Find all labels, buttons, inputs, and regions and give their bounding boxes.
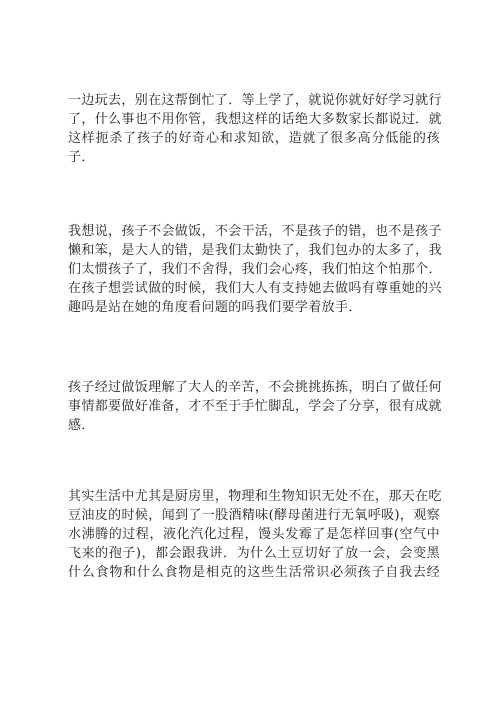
paragraph-4 (68, 487, 440, 582)
paragraph-line: 飞来的孢子)，都会跟我讲．为什么土豆切好了放一会，会变黑 (68, 546, 440, 561)
paragraph-line: 这样扼杀了孩子的好奇心和求知欲，造就了很多高分低能的孩 (68, 131, 440, 146)
paragraph-line: 豆油皮的时候，闻到了一股酒精味(酵母菌进行无氧呼吸)，观察 (68, 508, 440, 523)
paragraph-line: 趣吗是站在她的角度看问题的吗我们要学着放手． (68, 300, 362, 315)
paragraph-2 (68, 222, 440, 317)
paragraph-line: 事情都要做好准备，才不至于手忙脚乱，学会了分享，很有成就 (68, 399, 442, 414)
paragraph-line: 感． (68, 418, 95, 433)
paragraph-line: 什么食物和什么食物是相克的这些生活常识必须孩子自我去经 (68, 565, 440, 580)
paragraph-line: 一边玩去，别在这帮倒忙了．等上学了，就说你就好好学习就行 (68, 93, 442, 108)
paragraph-line: 水沸腾的过程，液化汽化过程，馒头发霉了是怎样回事(空气中 (68, 527, 440, 542)
paragraph-line: 在孩子想尝试做的时候，我们大人有支持她去做吗有尊重她的兴 (68, 281, 442, 296)
paragraph-line: 子． (68, 150, 95, 165)
paragraph-line: 了，什么事也不用你管，我想这样的话绝大多数家长都说过．就 (68, 112, 442, 127)
paragraph-line: 懒和笨，是大人的错，是我们太勤快了，我们包办的太多了，我 (68, 243, 442, 258)
paragraph-line: 们太惯孩子了，我们不舍得，我们会心疼，我们怕这个怕那个． (68, 262, 442, 277)
paragraph-3 (68, 378, 440, 435)
paragraph-1 (68, 91, 440, 167)
paragraph-line: 我想说，孩子不会做饭，不会干活，不是孩子的错，也不是孩子 (68, 224, 442, 239)
paragraph-line: 孩子经过做饭理解了大人的辛苦，不会挑挑拣拣，明白了做任何 (68, 380, 442, 395)
paragraph-line: 其实生活中尤其是厨房里，物理和生物知识无处不在，那天在吃 (68, 489, 442, 504)
